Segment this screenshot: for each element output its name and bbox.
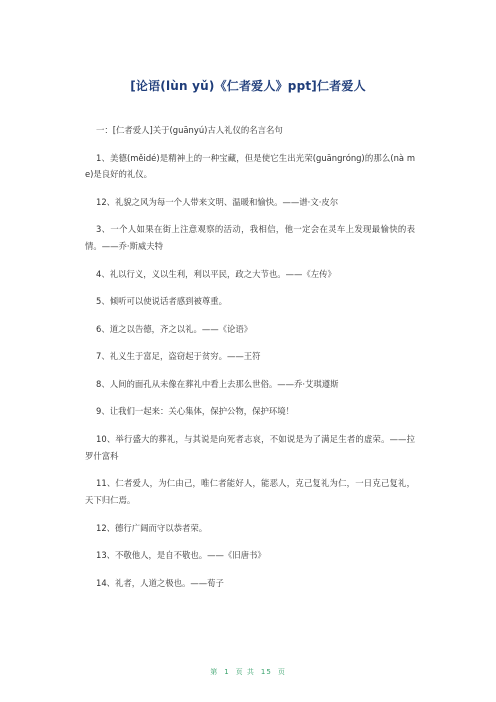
paragraph: 12、德行广阔而守以恭者荣。 xyxy=(96,522,208,533)
footer-prefix: 第 xyxy=(210,668,219,676)
paragraph: 4、礼以行义，义以生利，利以平民，政之大节也。——《左传》 xyxy=(96,268,336,279)
paragraph: 14、礼者，人道之极也。——荀子 xyxy=(96,577,224,588)
paragraph: 6、道之以告德，齐之以礼。——《论语》 xyxy=(96,323,253,334)
paragraph: 11、仁者爱人，为仁由己，唯仁者能好人，能恶人，克己复礼为仁，一日克己复礼，天下归仁焉。 xyxy=(85,478,415,506)
paragraph: 1、美德(měidé)是精神上的一种宝藏，但是使它生出光荣(guāngróng)的那么(nà me)是良好的礼仪。 xyxy=(85,152,415,180)
page-footer xyxy=(0,667,496,677)
paragraph: 8、人间的面孔从未像在葬礼中看上去那么世俗。——乔·艾琪遵斯 xyxy=(96,378,339,389)
paragraph: 13、不敬他人，是自不敬也。——《旧唐书》 xyxy=(96,550,266,561)
paragraph: 10、举行盛大的葬礼，与其说是向死者志哀，不如说是为了满足生者的虚荣。——拉罗什富科 xyxy=(85,433,415,461)
footer-page-number: 1 xyxy=(224,668,230,676)
paragraph: 5、倾听可以使说话者感到被尊重。 xyxy=(96,296,227,307)
paragraph: 7、礼义生于富足，盗窃起于贫穷。——王符 xyxy=(96,351,261,362)
paragraph: 3、一个人如果在街上注意观察的活动，我相信，他一定会在灵车上发现最愉快的表情。——乔·斯威夫特 xyxy=(85,224,415,252)
document-body xyxy=(85,122,415,602)
paragraph: 一：[仁者爱人]关于(guānyú)古人礼仪的名言名句 xyxy=(96,125,283,135)
footer-middle: 页 共 xyxy=(235,668,255,676)
footer-suffix: 页 xyxy=(277,668,286,676)
document-title: [论语(lùn yǔ)《仁者爱人》ppt]仁者爱人 xyxy=(130,79,366,93)
paragraph: 9、让我们一起来：关心集体，保护公物，保护环境！ xyxy=(96,406,294,417)
footer-total-pages: 15 xyxy=(260,668,272,676)
paragraph: 12、礼貌之风为每一个人带来文明、温暖和愉快。——谱·文·皮尔 xyxy=(96,196,339,207)
